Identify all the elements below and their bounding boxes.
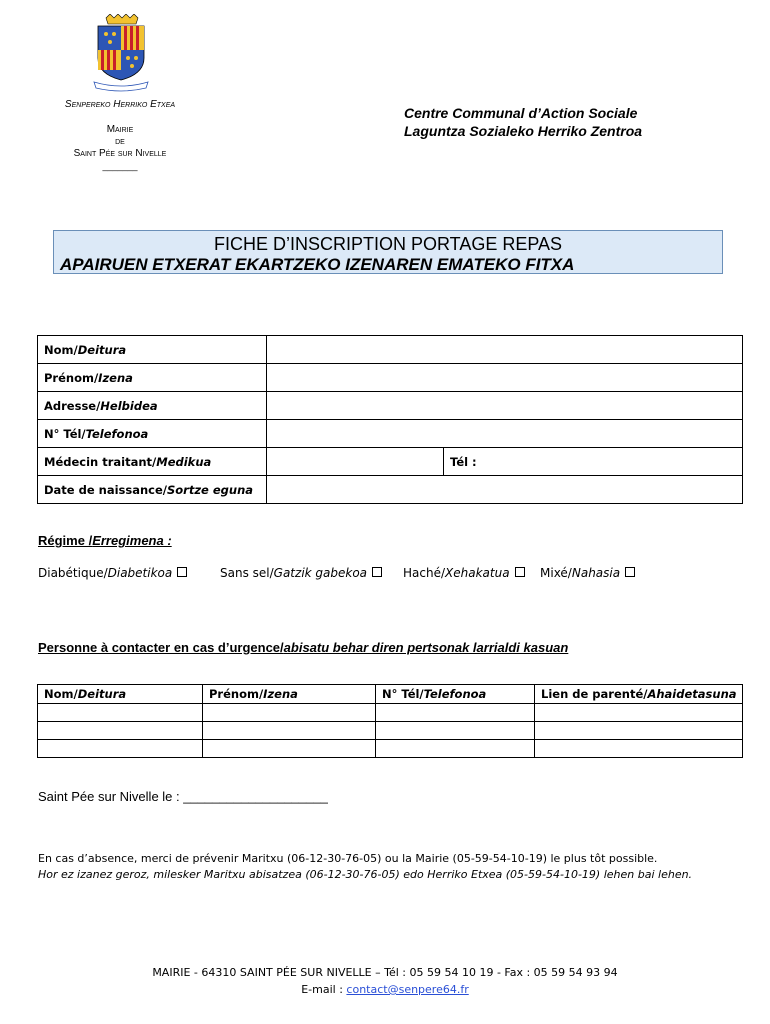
cell-lien[interactable] (535, 740, 743, 758)
label-medecin: Médecin traitant/Medikua (38, 448, 267, 476)
emergency-contact-heading: Personne à contacter en cas d’urgence/abisatu behar diren pertsonak larrialdi kasuan (38, 640, 569, 655)
col-lien-parente: Lien de parenté/Ahaidetasuna (535, 685, 743, 704)
municipal-crest-icon (88, 14, 154, 94)
label-telephone: N° Tél/Telefonoa (38, 420, 267, 448)
row-prenom (38, 364, 743, 392)
row-naissance (38, 476, 743, 504)
field-telephone[interactable] (267, 420, 743, 448)
checkbox-mixe[interactable] (625, 567, 635, 577)
contacts-header-row (38, 685, 743, 704)
cell-telephone[interactable] (376, 740, 535, 758)
checkbox-diabetique[interactable] (177, 567, 187, 577)
option-mixe[interactable]: Mixé/Nahasia (540, 566, 635, 580)
option-diabetique[interactable]: Diabétique/Diabetikoa (38, 566, 187, 580)
mairie-header (40, 99, 200, 172)
field-medecin[interactable] (267, 448, 444, 476)
cell-nom[interactable] (38, 704, 203, 722)
option-hache[interactable]: Haché/Xehakatua (403, 566, 525, 580)
cell-nom[interactable] (38, 740, 203, 758)
row-telephone (38, 420, 743, 448)
row-medecin (38, 448, 743, 476)
absence-note-basque: Hor ez izanez geroz, milesker Maritxu abisatzea (06-12-30-76-05) edo Herriko Etxea (05-59-54-10-19) lehen bai lehen. (38, 868, 693, 881)
cell-lien[interactable] (535, 704, 743, 722)
footer-email-label: E-mail : (301, 983, 347, 996)
cell-telephone[interactable] (376, 704, 535, 722)
emergency-contacts-table (37, 684, 743, 758)
col-prenom: Prénom/Izena (203, 685, 376, 704)
label-naissance: Date de naissance/Sortze eguna (38, 476, 267, 504)
cell-prenom[interactable] (203, 704, 376, 722)
applicant-info-table (37, 335, 743, 504)
signature-date-line[interactable]: Saint Pée sur Nivelle le : ____________________ (38, 789, 328, 804)
table-row (38, 740, 743, 758)
regime-options (38, 566, 738, 584)
row-nom (38, 336, 743, 364)
col-telephone: N° Tél/Telefonoa (376, 685, 535, 704)
table-row (38, 704, 743, 722)
table-row (38, 722, 743, 740)
footer-address: MAIRIE - 64310 SAINT PÉE SUR NIVELLE – Tél : 05 59 54 10 19 - Fax : 05 59 54 93 94 (152, 966, 618, 979)
label-prenom: Prénom/Izena (38, 364, 267, 392)
field-naissance[interactable] (267, 476, 743, 504)
field-prenom[interactable] (267, 364, 743, 392)
ccas-french: Centre Communal d’Action Sociale (404, 105, 638, 121)
form-title-french: FICHE D’INSCRIPTION PORTAGE REPAS (213, 234, 563, 254)
label-nom: Nom/Deitura (38, 336, 267, 364)
label-adresse: Adresse/Helbidea (38, 392, 267, 420)
regime-heading: Régime /Erregimena : (38, 533, 172, 548)
field-nom[interactable] (267, 336, 743, 364)
ccas-block (404, 104, 642, 140)
option-sans-sel[interactable]: Sans sel/Gatzik gabekoa (220, 566, 382, 580)
absence-note (38, 851, 692, 883)
cell-prenom[interactable] (203, 722, 376, 740)
cell-lien[interactable] (535, 722, 743, 740)
form-title-box (53, 230, 723, 274)
col-nom: Nom/Deitura (38, 685, 203, 704)
page-footer (0, 964, 770, 998)
checkbox-hache[interactable] (515, 567, 525, 577)
cell-nom[interactable] (38, 722, 203, 740)
town-french-name: Saint Pée sur Nivelle (73, 148, 167, 159)
cell-prenom[interactable] (203, 740, 376, 758)
mairie-de: de (115, 136, 125, 147)
field-medecin-tel[interactable]: Tél : (444, 448, 743, 476)
row-adresse (38, 392, 743, 420)
header-rule: _______ (102, 161, 138, 171)
email-link[interactable]: contact@senpere64.fr (346, 983, 469, 996)
footer-email-line (0, 981, 770, 998)
field-adresse[interactable] (267, 392, 743, 420)
ccas-basque: Laguntza Sozialeko Herriko Zentroa (404, 123, 643, 139)
absence-note-french: En cas d’absence, merci de prévenir Maritxu (06-12-30-76-05) ou la Mairie (05-59-54-10-19) le plus tôt possible. (38, 852, 658, 865)
checkbox-sans-sel[interactable] (372, 567, 382, 577)
mairie-label: Mairie (106, 124, 134, 135)
form-title-basque: APAIRUEN ETXERAT EKARTZEKO IZENAREN EMATEKO FITXA (60, 255, 575, 274)
town-basque-name: Senpereko Herriko Etxea (64, 99, 176, 110)
cell-telephone[interactable] (376, 722, 535, 740)
